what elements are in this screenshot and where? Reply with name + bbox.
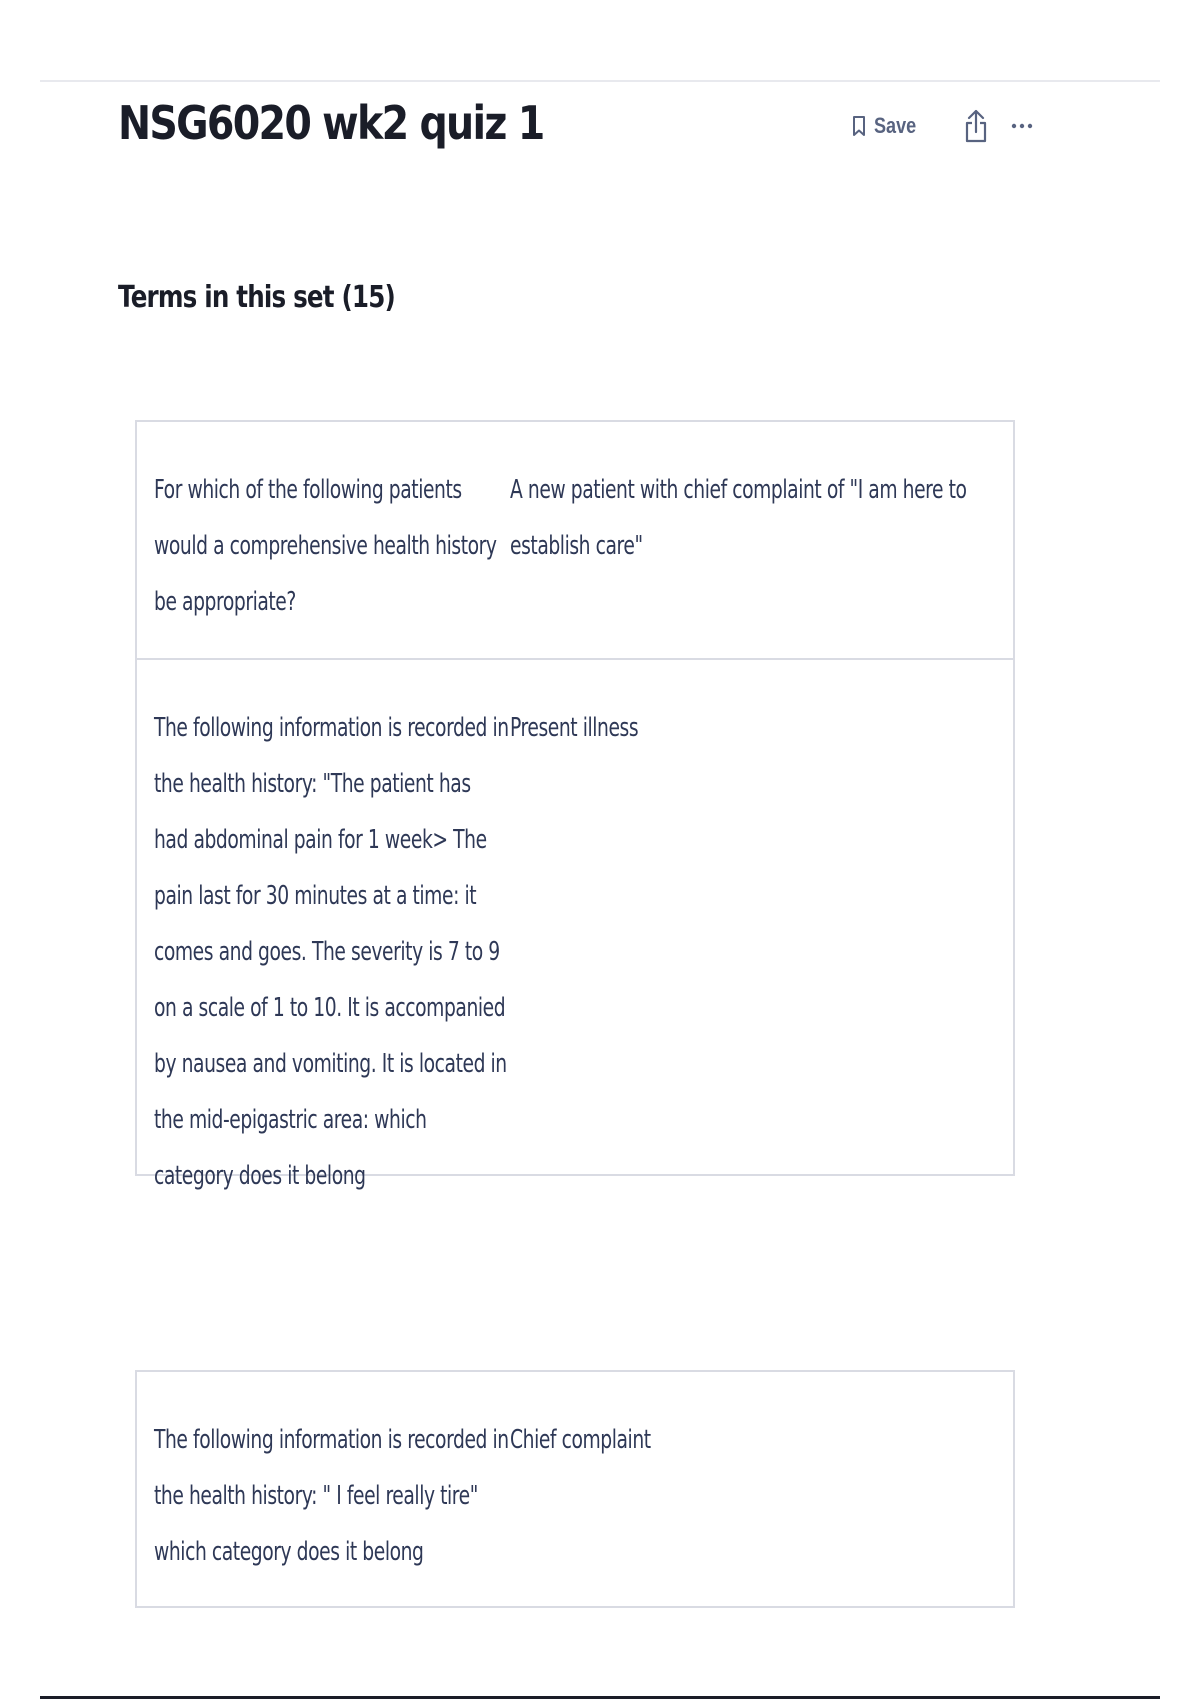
term-card: [135, 420, 1015, 660]
bookmark-icon: [852, 115, 866, 137]
term-row: [137, 1372, 1013, 1580]
header-actions: [852, 106, 1033, 146]
term-text: The following information is recorded in the health history: "The patient has had abdominal pain for 1 week> The pain last for 30 minutes at a time: it comes and goes. The severity is 7 to 9 on a scale of 1 to 10. It is accompanied by nausea and vomiting. It is located in the mid-epigastric area: which category does it belong: [154, 713, 509, 1191]
share-button[interactable]: [965, 108, 987, 144]
definition-text: Chief complaint: [510, 1425, 651, 1455]
save-label: Save: [874, 113, 917, 138]
term-row: [137, 422, 1013, 630]
more-options-icon: [1011, 123, 1033, 129]
more-options-button[interactable]: [1011, 123, 1033, 129]
share-icon: [965, 108, 987, 144]
bottom-divider: [40, 1696, 1160, 1699]
definition-text: Present illness: [510, 713, 639, 743]
term-card: [135, 1370, 1015, 1608]
term-card: [135, 658, 1015, 1191]
term-row: [137, 660, 1013, 1204]
terms-heading: Terms in this set (15): [118, 280, 395, 315]
term-text: The following information is recorded in the health history: " I feel really tire" which category does it belong: [154, 1425, 509, 1567]
page-title: NSG6020 wk2 quiz 1: [118, 96, 544, 150]
save-button[interactable]: [852, 113, 925, 139]
definition-text: A new patient with chief complaint of "I am here to establish care": [510, 475, 967, 561]
term-text: For which of the following patients would a comprehensive health history be appropriate?: [154, 475, 497, 617]
top-divider: [40, 80, 1160, 82]
